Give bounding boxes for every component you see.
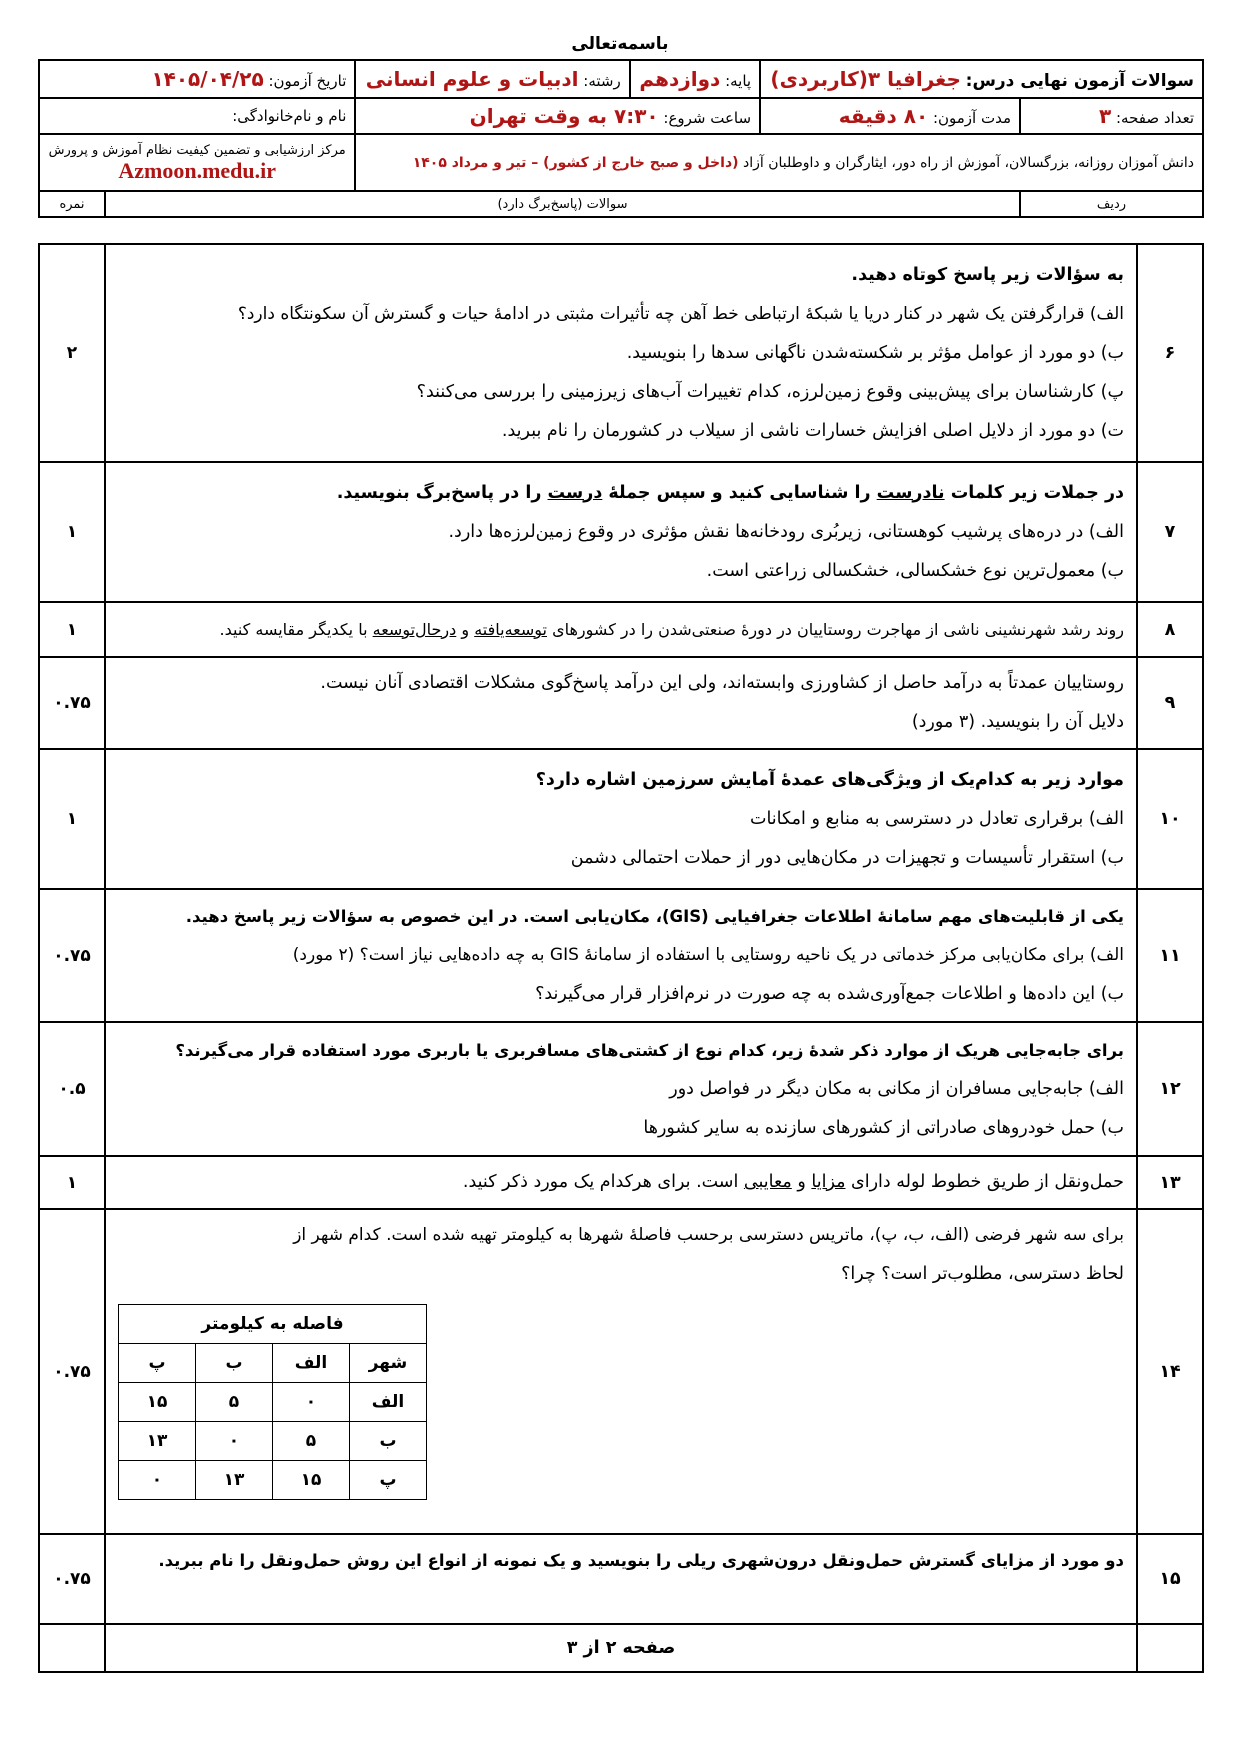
question-row — [39, 602, 1203, 657]
question-score: ۲ — [39, 244, 105, 462]
question-item: الف) قرارگرفتن یک شهر در کنار دریا یا شبکهٔ ارتباطی خط آهن چه تأثیرات مثبتی در ادامهٔ حیات و گسترش آن سکونتگاه دارد؟ — [237, 303, 1124, 324]
question-intro: یکی از قابلیت‌های مهم سامانهٔ اطلاعات جغرافیایی (GIS)، مکان‌یابی است. در این خصوص به سؤالات زیر پاسخ دهید. — [185, 907, 1124, 926]
question-score: ۰.۷۵ — [39, 657, 105, 749]
exam-date: ۱۴۰۵/۰۴/۲۵ — [151, 67, 264, 91]
question-intro: برای جابه‌جایی هریک از موارد ذکر شدهٔ زیر، کدام نوع از کشتی‌های مسافربری یا باربری مورد استفاده قرار می‌گیرند؟ — [175, 1040, 1124, 1060]
question-number: ۷ — [1137, 462, 1203, 602]
center-cell — [39, 134, 355, 191]
text-part: روند رشد شهرنشینی ناشی از مهاجرت روستاییان در دورهٔ صنعتی‌شدن را در کشورهای — [547, 620, 1124, 639]
question-item: برای سه شهر فرضی (الف، ب، پ)، ماتریس دسترسی برحسب فاصلهٔ شهرها به کیلومتر تهیه شده است. کدام شهر از — [293, 1225, 1124, 1245]
matrix-header: الف — [273, 1344, 350, 1383]
question-number: ۹ — [1137, 657, 1203, 749]
question-text — [105, 1209, 1137, 1534]
question-item: ت) دو مورد از دلایل اصلی افزایش خسارات ناشی از سیلاب در کشورمان را نام ببرید. — [501, 420, 1124, 441]
pages-value: ۳ — [1098, 104, 1112, 128]
question-score: ۱ — [39, 602, 105, 657]
underlined-word: درحال‌توسعه — [372, 620, 457, 639]
website-link[interactable]: Azmoon.medu.ir — [118, 158, 277, 183]
matrix-cell: ۵ — [196, 1383, 273, 1422]
participants: دانش آموزان روزانه، بزرگسالان، آموزش از راه دور، ایثارگران و داوطلبان آزاد — [742, 154, 1194, 171]
question-text — [105, 657, 1137, 749]
pages-label: تعداد صفحه: — [1115, 109, 1194, 127]
footer-empty — [1137, 1624, 1203, 1672]
matrix-cell: ۵ — [273, 1422, 350, 1461]
text-part: و — [456, 620, 475, 639]
duration-cell — [760, 98, 1020, 134]
question-score: ۱ — [39, 1156, 105, 1209]
question-score: ۰.۷۵ — [39, 1209, 105, 1534]
underlined-word: توسعه‌یافته — [474, 620, 547, 639]
question-row — [39, 1022, 1203, 1156]
question-text — [105, 889, 1137, 1022]
field-label: رشته: — [583, 72, 621, 90]
intro-part: را شناسایی کنید و سپس جملهٔ — [602, 482, 877, 503]
intro-part: را در پاسخ‌برگ بنویسید. — [336, 482, 548, 503]
question-item: الف) جابه‌جایی مسافران از مکانی به مکان دیگر در فواصل دور — [669, 1078, 1124, 1099]
question-number: ۱۴ — [1137, 1209, 1203, 1534]
question-item: ب) معمول‌ترین نوع خشکسالی، خشکسالی زراعتی است. — [706, 560, 1124, 581]
text-part: با یکدیگر مقایسه کنید. — [219, 620, 373, 639]
question-score: ۰.۷۵ — [39, 889, 105, 1022]
col-questions-header: سوالات (پاسخ‌برگ دارد) — [105, 191, 1020, 217]
exam-title-label: سوالات آزمون نهایی درس: — [965, 71, 1194, 91]
text-part: است. برای هرکدام یک مورد ذکر کنید. — [462, 1172, 744, 1192]
question-item: ب) دو مورد از عوامل مؤثر بر شکسته‌شدن ناگهانی سدها را بنویسید. — [626, 342, 1124, 363]
question-row — [39, 1156, 1203, 1209]
exam-title-cell — [760, 60, 1203, 98]
question-number: ۱۵ — [1137, 1534, 1203, 1624]
matrix-cell: ۰ — [119, 1461, 196, 1500]
questions-table — [38, 243, 1204, 1673]
date-label: تاریخ آزمون: — [268, 72, 347, 90]
question-intro: موارد زیر به کدام‌یک از ویژگی‌های عمدهٔ آمایش سرزمین اشاره دارد؟ — [535, 769, 1124, 790]
footer-row — [39, 1624, 1203, 1672]
question-text — [105, 1534, 1137, 1624]
question-row — [39, 889, 1203, 1022]
grade-label: پایه: — [725, 72, 752, 90]
question-text — [105, 1156, 1137, 1209]
matrix-cell: پ — [350, 1461, 427, 1500]
distance-matrix — [118, 1304, 427, 1500]
matrix-header: شهر — [350, 1344, 427, 1383]
start-cell — [355, 98, 760, 134]
question-text — [105, 244, 1137, 462]
question-intro — [118, 474, 1124, 513]
question-text — [105, 602, 1137, 657]
question-number: ۸ — [1137, 602, 1203, 657]
page-number: صفحه ۲ از ۳ — [105, 1624, 1137, 1672]
matrix-cell: الف — [350, 1383, 427, 1422]
question-item: پ) کارشناسان برای پیش‌بینی وقوع زمین‌لرزه، کدام تغییرات آب‌های زیرزمینی را بررسی می‌کنند؟ — [416, 381, 1124, 402]
grade-value: دوازدهم — [639, 67, 721, 91]
participants-cell — [355, 134, 1203, 191]
question-item: الف) برای مکان‌یابی مرکز خدماتی در یک ناحیه روستایی با استفاده از سامانهٔ GIS به چه داده‌هایی نیاز است؟ (۲ مورد) — [292, 945, 1124, 965]
matrix-cell: ۰ — [273, 1383, 350, 1422]
question-text — [105, 1022, 1137, 1156]
underlined-word: معایبی — [743, 1172, 792, 1192]
question-text — [105, 749, 1137, 889]
participants-scope: (داخل و صبح خارج از کشور) – تیر و مرداد ۱۴۰۵ — [412, 154, 739, 171]
underlined-word: مزایا — [811, 1172, 846, 1192]
footer-empty — [39, 1624, 105, 1672]
question-number: ۱۰ — [1137, 749, 1203, 889]
question-item: الف) در دره‌های پرشیب کوهستانی، زیربُری رودخانه‌ها نقش مؤثری در وقوع زمین‌لرزه‌ها دارد. — [448, 521, 1124, 542]
matrix-cell: ۱۳ — [196, 1461, 273, 1500]
exam-header — [38, 59, 1204, 218]
underlined-word: درست — [547, 482, 603, 503]
duration-value: ۸۰ دقیقه — [838, 104, 929, 128]
text-part: و — [791, 1172, 812, 1192]
top-title: باسمه‌تعالی — [571, 34, 669, 54]
start-value: ۷:۳۰ به وقت تهران — [469, 104, 659, 128]
matrix-cell: ب — [350, 1422, 427, 1461]
matrix-cell: ۰ — [196, 1422, 273, 1461]
col-row-header: ردیف — [1020, 191, 1203, 217]
center-name: مرکز ارزشیابی و تضمین کیفیت نظام آموزش و پرورش — [48, 143, 346, 158]
matrix-cell: ۱۵ — [273, 1461, 350, 1500]
question-intro: به سؤالات زیر پاسخ کوتاه دهید. — [851, 264, 1124, 285]
question-score: ۱ — [39, 749, 105, 889]
underlined-word: نادرست — [876, 482, 945, 503]
question-item: ب) استقرار تأسیسات و تجهیزات در مکان‌هایی دور از حملات احتمالی دشمن — [570, 847, 1124, 868]
course-name: جغرافیا ۳(کاربردی) — [770, 67, 961, 91]
matrix-header: ب — [196, 1344, 273, 1383]
matrix-cell: ۱۵ — [119, 1383, 196, 1422]
question-text — [105, 462, 1137, 602]
question-number: ۱۳ — [1137, 1156, 1203, 1209]
question-score: ۱ — [39, 462, 105, 602]
question-item: ب) حمل خودروهای صادراتی از کشورهای سازنده به سایر کشورها — [643, 1117, 1124, 1138]
pages-cell — [1020, 98, 1203, 134]
question-item: روستاییان عمدتاً به درآمد حاصل از کشاورزی وابسته‌اند، ولی این درآمد پاسخ‌گوی مشکلات اقتصادی آنان نیست. — [320, 673, 1124, 693]
question-intro: دو مورد از مزایای گسترش حمل‌ونقل درون‌شهری ریلی را بنویسید و یک نمونه از انواع این روش حمل‌ونقل را نام ببرید. — [158, 1551, 1124, 1570]
question-row — [39, 462, 1203, 602]
text-part: حمل‌ونقل از طریق خطوط لوله دارای — [845, 1172, 1124, 1192]
question-row — [39, 1209, 1203, 1534]
question-item: الف) برقراری تعادل در دسترسی به منابع و امکانات — [749, 808, 1124, 829]
col-score-header: نمره — [39, 191, 105, 217]
question-score: ۰.۷۵ — [39, 1534, 105, 1624]
matrix-cell: ۱۳ — [119, 1422, 196, 1461]
intro-part: در جملات زیر کلمات — [944, 482, 1124, 503]
question-number: ۱۲ — [1137, 1022, 1203, 1156]
question-row — [39, 244, 1203, 462]
duration-label: مدت آزمون: — [932, 109, 1011, 127]
start-label: ساعت شروع: — [663, 109, 752, 127]
question-row — [39, 657, 1203, 749]
question-row — [39, 1534, 1203, 1624]
question-item: دلایل آن را بنویسید. (۳ مورد) — [911, 712, 1124, 732]
matrix-caption: فاصله به کیلومتر — [119, 1305, 427, 1344]
field-value: ادبیات و علوم انسانی — [365, 67, 579, 91]
matrix-header: پ — [119, 1344, 196, 1383]
grade-cell — [630, 60, 760, 98]
name-label: نام و نام‌خانوادگی: — [232, 107, 347, 125]
question-score: ۰.۵ — [39, 1022, 105, 1156]
question-item: ب) این داده‌ها و اطلاعات جمع‌آوری‌شده به چه صورت در نرم‌افزار قرار می‌گیرند؟ — [535, 984, 1124, 1004]
name-cell — [39, 98, 355, 134]
date-cell — [39, 60, 355, 98]
question-item: لحاظ دسترسی، مطلوب‌تر است؟ چرا؟ — [841, 1264, 1124, 1284]
question-number: ۱۱ — [1137, 889, 1203, 1022]
field-cell — [355, 60, 629, 98]
question-row — [39, 749, 1203, 889]
question-number: ۶ — [1137, 244, 1203, 462]
